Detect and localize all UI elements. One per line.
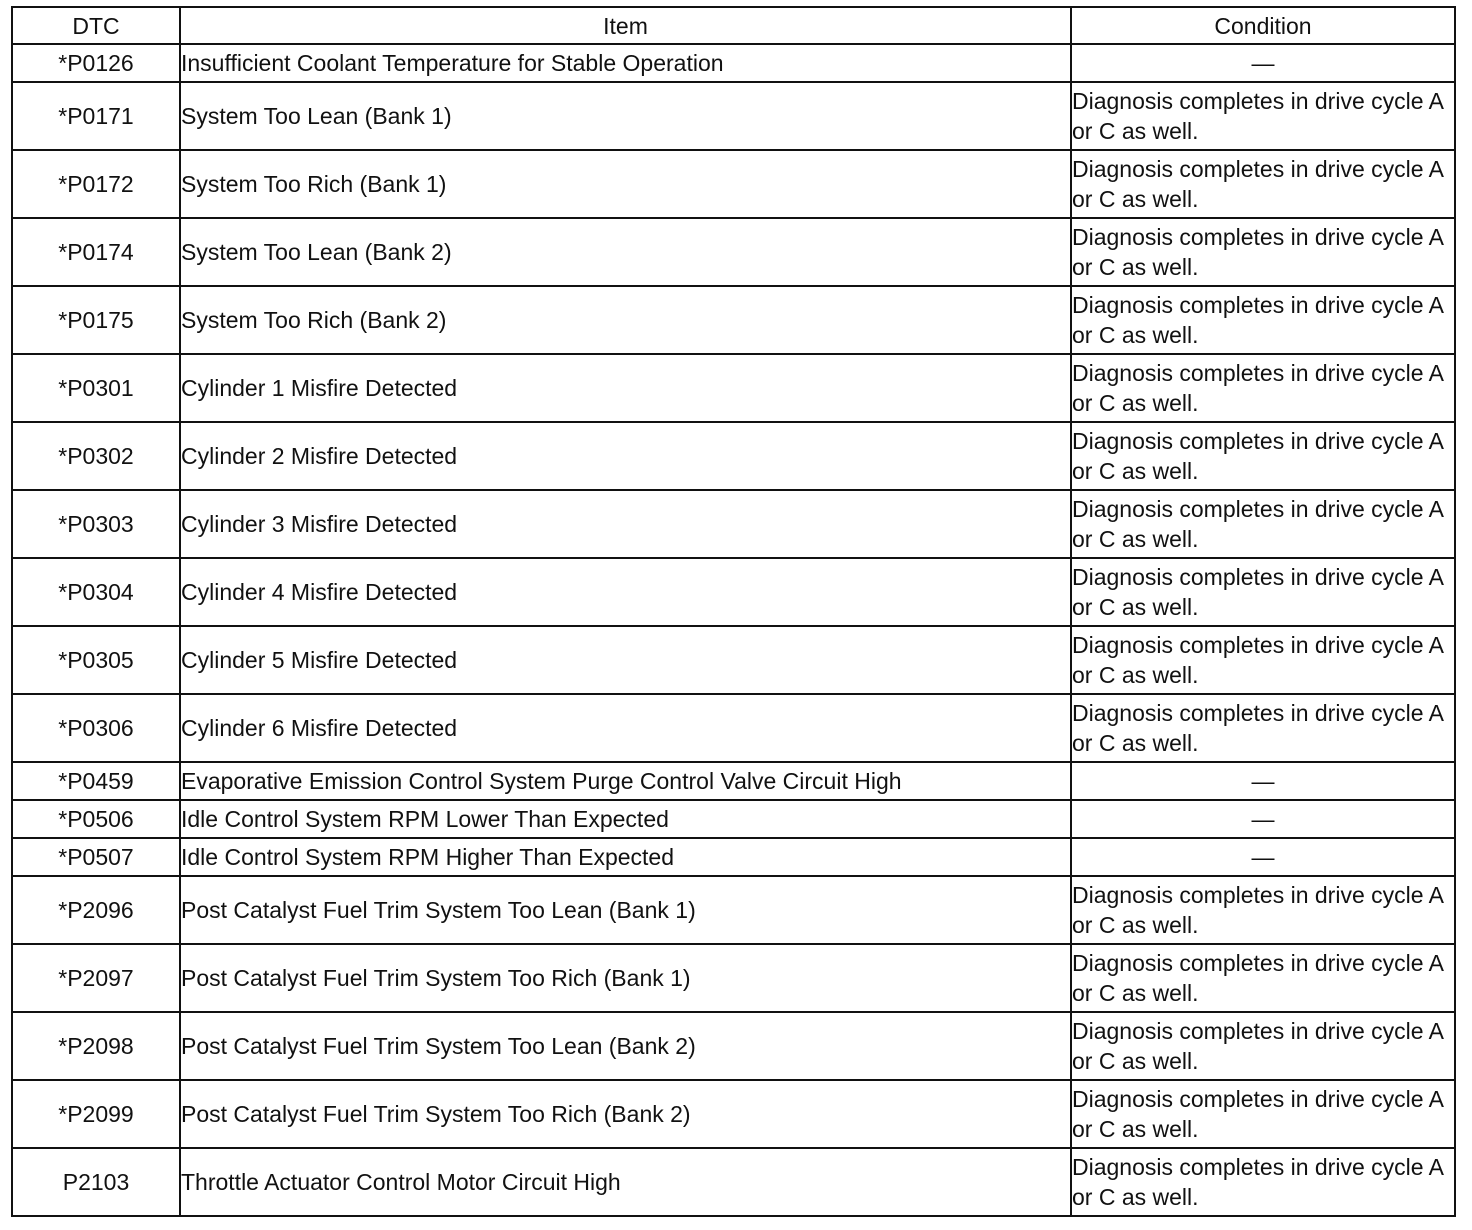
dtc-code-cell: *P0175 xyxy=(12,286,180,354)
item-description-cell: Cylinder 1 Misfire Detected xyxy=(180,354,1071,422)
item-description-cell: Throttle Actuator Control Motor Circuit High xyxy=(180,1148,1071,1216)
table-row xyxy=(12,490,1455,558)
dtc-code-cell: *P0302 xyxy=(12,422,180,490)
table-row xyxy=(12,150,1455,218)
dtc-table xyxy=(11,6,1456,1217)
header-dtc: DTC xyxy=(12,7,180,44)
item-description-cell: Post Catalyst Fuel Trim System Too Lean (Bank 2) xyxy=(180,1012,1071,1080)
table-row xyxy=(12,354,1455,422)
item-description-cell: Cylinder 3 Misfire Detected xyxy=(180,490,1071,558)
table-row xyxy=(12,1080,1455,1148)
table-row xyxy=(12,800,1455,838)
item-description-cell: Idle Control System RPM Higher Than Expected xyxy=(180,838,1071,876)
item-description-cell: System Too Lean (Bank 1) xyxy=(180,82,1071,150)
condition-cell: Diagnosis completes in drive cycle A or C as well. xyxy=(1071,1148,1455,1216)
table-row xyxy=(12,422,1455,490)
dtc-code-cell: *P2098 xyxy=(12,1012,180,1080)
item-description-cell: Post Catalyst Fuel Trim System Too Rich (Bank 1) xyxy=(180,944,1071,1012)
table-row xyxy=(12,876,1455,944)
item-description-cell: Cylinder 4 Misfire Detected xyxy=(180,558,1071,626)
condition-cell: Diagnosis completes in drive cycle A or C as well. xyxy=(1071,354,1455,422)
dtc-code-cell: *P0303 xyxy=(12,490,180,558)
condition-cell: — xyxy=(1071,44,1455,82)
condition-cell: Diagnosis completes in drive cycle A or C as well. xyxy=(1071,286,1455,354)
table-row xyxy=(12,626,1455,694)
table-row xyxy=(12,838,1455,876)
item-description-cell: Post Catalyst Fuel Trim System Too Rich (Bank 2) xyxy=(180,1080,1071,1148)
condition-cell: Diagnosis completes in drive cycle A or C as well. xyxy=(1071,150,1455,218)
table-row xyxy=(12,218,1455,286)
item-description-cell: System Too Rich (Bank 2) xyxy=(180,286,1071,354)
condition-cell: — xyxy=(1071,838,1455,876)
dtc-code-cell: *P0459 xyxy=(12,762,180,800)
dtc-code-cell: *P0305 xyxy=(12,626,180,694)
table-row xyxy=(12,286,1455,354)
dtc-code-cell: *P0171 xyxy=(12,82,180,150)
dtc-code-cell: *P0506 xyxy=(12,800,180,838)
condition-cell: Diagnosis completes in drive cycle A or C as well. xyxy=(1071,218,1455,286)
condition-cell: — xyxy=(1071,762,1455,800)
dtc-code-cell: *P0172 xyxy=(12,150,180,218)
table-row xyxy=(12,558,1455,626)
condition-cell: Diagnosis completes in drive cycle A or C as well. xyxy=(1071,82,1455,150)
table-row xyxy=(12,944,1455,1012)
dtc-code-cell: *P0126 xyxy=(12,44,180,82)
dtc-code-cell: P2103 xyxy=(12,1148,180,1216)
dtc-code-cell: *P0301 xyxy=(12,354,180,422)
table-row xyxy=(12,44,1455,82)
condition-cell: Diagnosis completes in drive cycle A or C as well. xyxy=(1071,944,1455,1012)
dtc-code-cell: *P0306 xyxy=(12,694,180,762)
table-row xyxy=(12,82,1455,150)
item-description-cell: System Too Rich (Bank 1) xyxy=(180,150,1071,218)
item-description-cell: Post Catalyst Fuel Trim System Too Lean (Bank 1) xyxy=(180,876,1071,944)
dtc-code-cell: *P2099 xyxy=(12,1080,180,1148)
condition-cell: Diagnosis completes in drive cycle A or C as well. xyxy=(1071,626,1455,694)
item-description-cell: Evaporative Emission Control System Purge Control Valve Circuit High xyxy=(180,762,1071,800)
condition-cell: Diagnosis completes in drive cycle A or C as well. xyxy=(1071,876,1455,944)
table-body xyxy=(12,44,1455,1216)
dtc-code-cell: *P2096 xyxy=(12,876,180,944)
condition-cell: Diagnosis completes in drive cycle A or C as well. xyxy=(1071,558,1455,626)
item-description-cell: System Too Lean (Bank 2) xyxy=(180,218,1071,286)
condition-cell: Diagnosis completes in drive cycle A or C as well. xyxy=(1071,490,1455,558)
condition-cell: — xyxy=(1071,800,1455,838)
header-condition: Condition xyxy=(1071,7,1455,44)
dtc-code-cell: *P0174 xyxy=(12,218,180,286)
header-item: Item xyxy=(180,7,1071,44)
condition-cell: Diagnosis completes in drive cycle A or C as well. xyxy=(1071,694,1455,762)
dtc-code-cell: *P0304 xyxy=(12,558,180,626)
item-description-cell: Cylinder 6 Misfire Detected xyxy=(180,694,1071,762)
condition-cell: Diagnosis completes in drive cycle A or C as well. xyxy=(1071,1080,1455,1148)
condition-cell: Diagnosis completes in drive cycle A or C as well. xyxy=(1071,1012,1455,1080)
item-description-cell: Insufficient Coolant Temperature for Stable Operation xyxy=(180,44,1071,82)
item-description-cell: Cylinder 5 Misfire Detected xyxy=(180,626,1071,694)
table-row xyxy=(12,762,1455,800)
table-header-row xyxy=(12,7,1455,44)
dtc-code-cell: *P2097 xyxy=(12,944,180,1012)
table-row xyxy=(12,694,1455,762)
condition-cell: Diagnosis completes in drive cycle A or C as well. xyxy=(1071,422,1455,490)
table-row xyxy=(12,1148,1455,1216)
item-description-cell: Cylinder 2 Misfire Detected xyxy=(180,422,1071,490)
table-row xyxy=(12,1012,1455,1080)
dtc-code-cell: *P0507 xyxy=(12,838,180,876)
item-description-cell: Idle Control System RPM Lower Than Expected xyxy=(180,800,1071,838)
